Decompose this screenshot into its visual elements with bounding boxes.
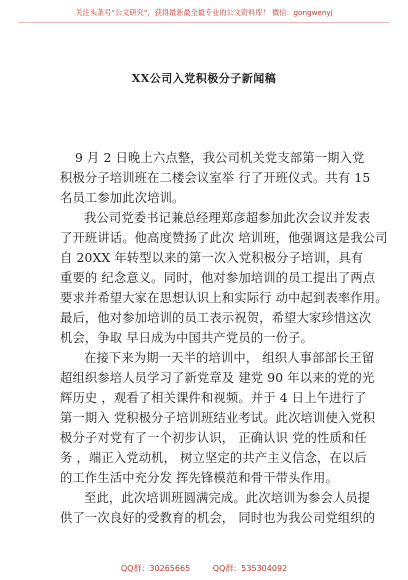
body-line: 至此，此次培训班圆满完成。此次培训为参会人员提 xyxy=(84,491,371,505)
body-line: 9 月 2 日晚上六点整，我公司机关党支部第一期入党 xyxy=(75,151,365,165)
body-line: 我公司党委书记兼总经理郑彦超参加此次会议并发表 xyxy=(84,211,371,225)
body-line: 的工作生活中充分发 挥先锋模范和骨干带头作用。 xyxy=(60,471,338,485)
body-line: 最后，他对参加培训的员工表示祝贺，希望大家珍惜这次 xyxy=(60,311,372,325)
body-line: 了开班讲话。他高度赞扬了此次 培训班，他强调这是我公司 xyxy=(60,231,388,245)
body-line: 供了一次良好的受教育的机会， 同时也为我公司党组织的 xyxy=(60,511,376,525)
body-line: 名员工参加此次培训。 xyxy=(60,191,185,205)
header-banner: 关注头条号“公文研究”，获得最新最全最专业的公文资料库！ 微信：gongwenyj xyxy=(75,8,333,17)
body-line: 极分子对党有了一个初步认识， 正确认识 党的性质和任 xyxy=(60,431,367,445)
footer-qq-groups xyxy=(0,563,408,574)
qq-group-1: QQ群：30265665 xyxy=(120,564,191,573)
body-line: 重要的 纪念意义。同时，他对参加培训的员工提出了两点 xyxy=(60,271,376,285)
body-line: 务 ，端正入党动机， 树立坚定的共产主义信念，在以后 xyxy=(60,451,367,465)
body-line: 超组织参培人员学习了新党章及 建党 90 年以来的党的光 xyxy=(60,371,375,385)
body-line: 自 20XX 年转型以来的第一次入党积极分子培训，具有 xyxy=(60,251,364,265)
document-title: XX公司入党积极分子新闻稿 xyxy=(131,72,277,85)
qq-group-2: QQ群：535304092 xyxy=(212,564,288,573)
body-line: 要求并希望大家在思想认识上和实际行 动中起到表率作用。 xyxy=(60,291,388,305)
body-line: 在接下来为期一天半的培训中， 组织人事部部长王留 xyxy=(84,351,375,365)
body-line: 第一期入 党积极分子培训班结业考试。此次培训使入党积 xyxy=(60,411,376,425)
body-line: 机会，争取 早日成为中国共产党员的一份子。 xyxy=(60,331,313,345)
body-line: 辉历史 ，观看了相关课件和视频。并于 4 日上午进行了 xyxy=(60,391,367,405)
body-line: 积极分子培训班在二楼会议室举 行了开班仪式。共有 15 xyxy=(60,171,371,185)
header-divider xyxy=(18,22,390,23)
